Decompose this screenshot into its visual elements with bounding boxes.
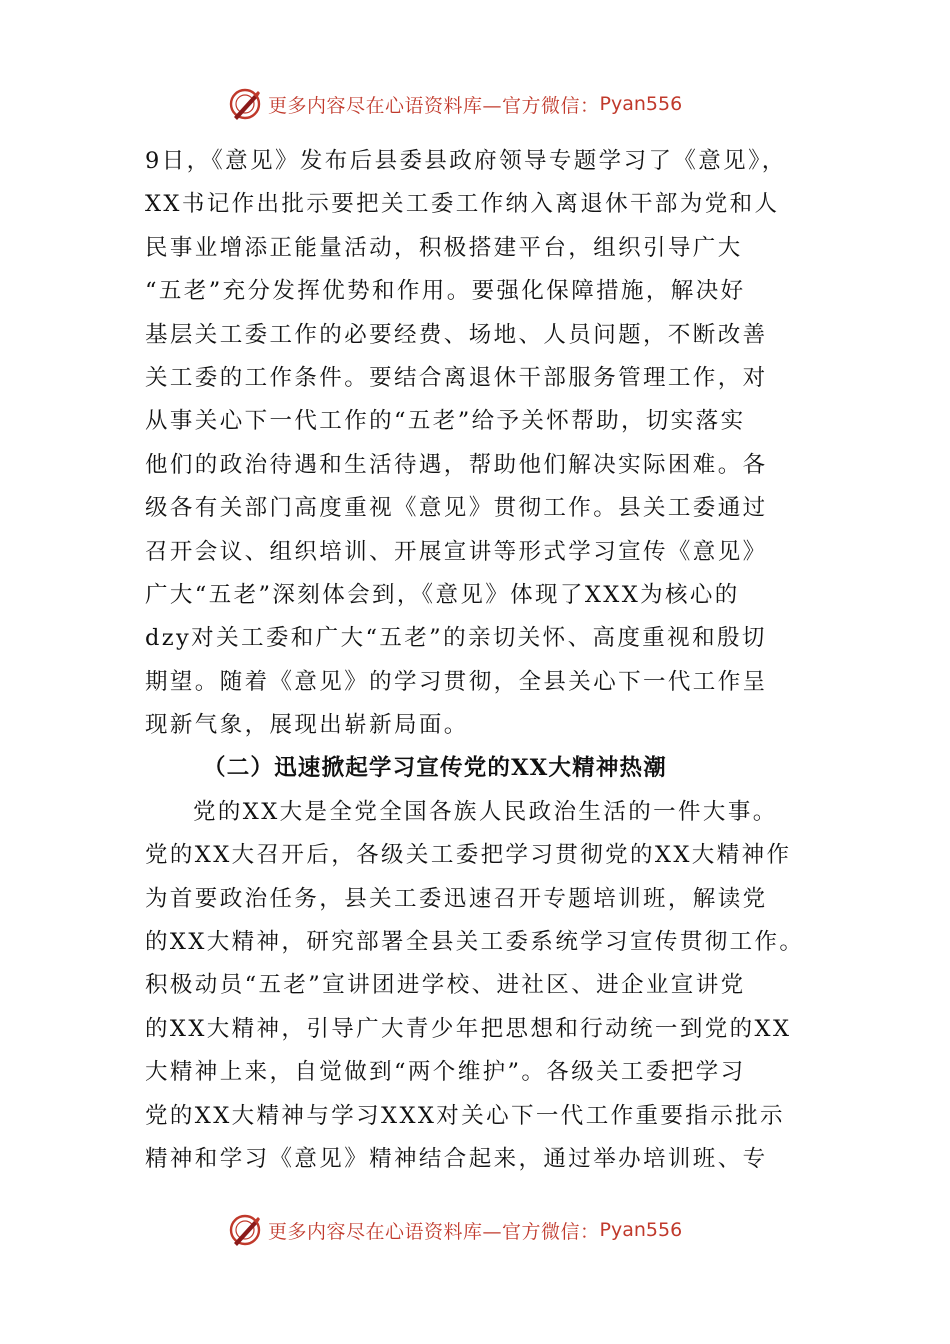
pen-circle-logo — [228, 1213, 262, 1247]
header-banner-text: 更多内容尽在心语资料库—官方微信： — [268, 94, 600, 117]
header-banner-wechat-id: Pyan556 — [599, 93, 683, 115]
text-line: XX书记作出批示要把关工委工作纳入离退休干部为党和人 — [145, 191, 780, 218]
section-heading: （二）迅速掀起学习宣传党的XX大精神热潮 — [203, 755, 667, 782]
text-line: 基层关工委工作的必要经费、场地、人员问题，不断改善 — [145, 321, 768, 348]
text-line: 大精神上来，自觉做到“两个维护”。各级关工委把学习 — [145, 1059, 746, 1086]
text-line: 9日，《意见》发布后县委县政府领导专题学习了《意见》， — [145, 148, 787, 174]
text-line: 积极动员“五老”宣讲团进学校、进社区、进企业宣讲党 — [145, 972, 746, 999]
header-banner — [228, 86, 682, 122]
text-line: 从事关心下一代工作的“五老”给予关怀帮助，切实落实 — [145, 408, 746, 435]
text-line: 期望。随着《意见》的学习贯彻，全县关心下一代工作呈 — [145, 668, 768, 695]
footer-banner-wechat-id: Pyan556 — [599, 1219, 683, 1241]
text-line: 党的XX大是全党全国各族人民政治生活的一件大事。 — [193, 798, 778, 825]
text-line: “五老”充分发挥优势和作用。要强化保障措施，解决好 — [145, 278, 746, 305]
body-text — [145, 140, 805, 1181]
text-line: 的XX大精神，研究部署全县关工委系统学习宣传贯彻工作。 — [145, 929, 805, 956]
text-line: 精神和学习《意见》精神结合起来，通过举办培训班、专 — [145, 1145, 768, 1172]
text-line: 为首要政治任务，县关工委迅速召开专题培训班，解读党 — [145, 885, 768, 912]
text-line: dzy对关工委和广大“五老”的亲切关怀、高度重视和殷切 — [145, 625, 767, 652]
footer-banner — [228, 1212, 682, 1248]
text-line: 的XX大精神，引导广大青少年把思想和行动统一到党的XX — [145, 1015, 792, 1042]
text-line: 他们的政治待遇和生活待遇，帮助他们解决实际困难。各 — [145, 451, 768, 478]
text-line: 级各有关部门高度重视《意见》贯彻工作。县关工委通过 — [145, 495, 768, 522]
text-line: 现新气象，展现出崭新局面。 — [145, 712, 469, 739]
text-line: 召开会议、组织培训、开展宣讲等形式学习宣传《意见》 — [145, 538, 768, 565]
pen-circle-logo — [228, 87, 262, 121]
text-line: 关工委的工作条件。要结合离退休干部服务管理工作，对 — [145, 364, 768, 391]
text-line: 广大“五老”深刻体会到，《意见》体现了XXX为核心的 — [145, 581, 740, 608]
text-line: 党的XX大召开后，各级关工委把学习贯彻党的XX大精神作 — [145, 842, 792, 869]
footer-banner-text: 更多内容尽在心语资料库—官方微信： — [268, 1220, 600, 1243]
text-line: 民事业增添正能量活动，积极搭建平台，组织引导广大 — [145, 234, 743, 261]
text-line: 党的XX大精神与学习XXX对关心下一代工作重要指示批示 — [145, 1102, 785, 1129]
